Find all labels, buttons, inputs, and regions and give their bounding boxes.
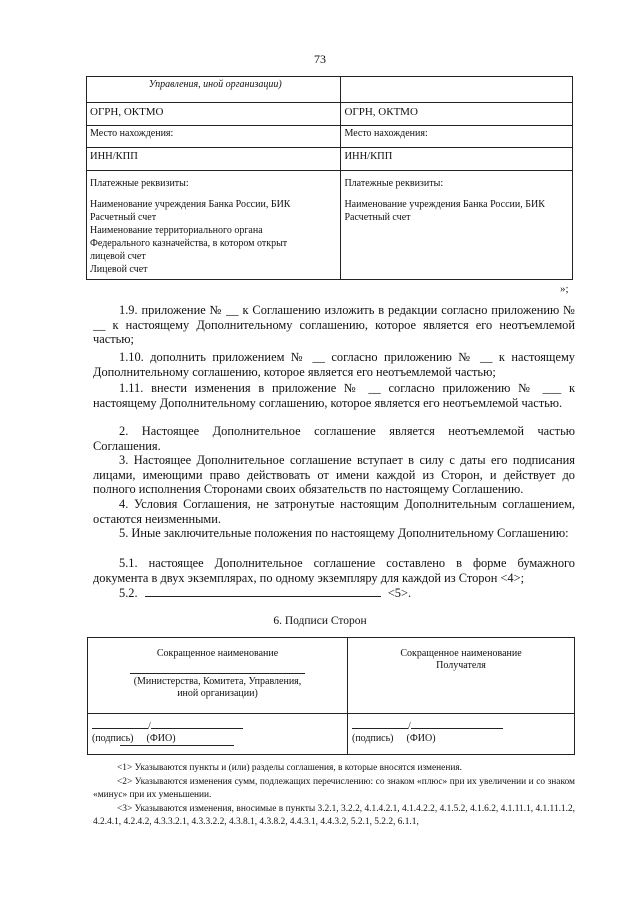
payment-line: Лицевой счет bbox=[90, 264, 148, 275]
left-party-title: Сокращенное наименование bbox=[156, 648, 279, 659]
paragraph-1-10: 1.10. дополнить приложением № __ согласно приложению № __ к настоящему Дополнительному соглашению, которое является его неотъемлемой частью; bbox=[93, 350, 575, 379]
left-party-caption: (Министерства, Комитета, Управления, иной организации) bbox=[130, 673, 305, 700]
right-ogrn: ОГРН, ОКТМО bbox=[341, 103, 573, 126]
footnote-3: <3> Указываются изменения, вносимые в пункты 3.2.1, 3.2.2, 4.1.4.2.1, 4.1.4.2.2, 4.1.5.2, 4.1.6.2, 4.1.11.1, 4.1.11.1.2, 4.2.4.1, 4.2.4.2, 4.3.3.2.1, 4.3.3.2.2, 4.3.8.1, 4.3.8.2, 4.4.3.1, 4.4.3.2, 5.2.1, 5.2.2, 6.1.1, bbox=[93, 804, 575, 828]
signatures-table bbox=[87, 637, 575, 755]
right-signature-cell bbox=[348, 714, 575, 755]
empty-cell bbox=[341, 77, 573, 103]
slash: / bbox=[408, 721, 411, 732]
footnote-separator bbox=[120, 745, 234, 746]
fio-label: (ФИО) bbox=[406, 733, 436, 744]
payment-line: Расчетный счет bbox=[344, 212, 411, 223]
payment-line: Наименование территориального органа bbox=[90, 225, 263, 236]
fio-label: (ФИО) bbox=[146, 733, 176, 744]
left-party-cell bbox=[88, 638, 348, 714]
section-title: 6. Подписи Сторон bbox=[273, 615, 367, 627]
payment-line: Наименование учреждения Банка России, БИК bbox=[90, 199, 291, 210]
footnote-ref: <5>. bbox=[387, 586, 412, 600]
fio-line bbox=[411, 719, 503, 729]
left-signature-cell bbox=[88, 714, 348, 755]
footnote-1: <1> Указываются пункты и (или) разделы соглашения, в которые вносятся изменения. bbox=[117, 763, 463, 773]
right-party-title: Сокращенное наименование Получателя bbox=[400, 648, 522, 671]
paragraph-1-9: 1.9. приложение № __ к Соглашению изложить в редакции согласно приложению № __ к настоящему Дополнительному соглашению, которое является его неотъемлемой частью; bbox=[93, 303, 575, 347]
role-caption: Управления, иной организации) bbox=[87, 77, 341, 103]
fio-line bbox=[151, 719, 243, 729]
payment-line: Наименование учреждения Банка России, БИК bbox=[344, 199, 545, 210]
left-ogrn: ОГРН, ОКТМО bbox=[87, 103, 341, 126]
sign-label: (подпись) bbox=[92, 733, 134, 744]
paragraph-5-2 bbox=[93, 586, 575, 601]
sign-line bbox=[352, 719, 408, 729]
right-place: Место нахождения: bbox=[341, 126, 573, 148]
payment-title: Платежные реквизиты: bbox=[344, 178, 444, 189]
paragraph-2: 2. Настоящее Дополнительное соглашение является неотъемлемой частью Соглашения. bbox=[93, 424, 575, 453]
right-party-cell bbox=[348, 638, 575, 714]
right-inn: ИНН/КПП bbox=[341, 148, 573, 171]
sign-label: (подпись) bbox=[352, 733, 394, 744]
requisites-table bbox=[86, 76, 573, 280]
paragraph-1-11: 1.11. внести изменения в приложение № __ согласно приложению № ___ к настоящему Дополнительному соглашению, которое является его неотъемлемой частью. bbox=[93, 381, 575, 410]
footnote-2: <2> Указываются изменения сумм, подлежащих перечислению: со знаком «плюс» при их увеличении и со знаком «минус» при их уменьшении. bbox=[93, 777, 575, 801]
left-inn: ИНН/КПП bbox=[87, 148, 341, 171]
payment-title: Платежные реквизиты: bbox=[90, 178, 189, 189]
left-place: Место нахождения: bbox=[87, 126, 341, 148]
paragraph-4: 4. Условия Соглашения, не затронутые настоящим Дополнительным соглашением, остаются неизменными. bbox=[93, 497, 575, 526]
payment-line: Расчетный счет bbox=[90, 212, 157, 223]
page-number: 73 bbox=[314, 52, 326, 66]
payment-line: Федерального казначейства, в котором открыт bbox=[90, 238, 288, 249]
payment-line: лицевой счет bbox=[90, 251, 146, 262]
paragraph-5-1: 5.1. настоящее Дополнительное соглашение составлено в форме бумажного документа в двух экземплярах, по одному экземпляру для каждой из Сторон <4>; bbox=[93, 556, 575, 585]
slash: / bbox=[148, 721, 151, 732]
paragraph-5: 5. Иные заключительные положения по настоящему Дополнительному Соглашению: bbox=[119, 526, 569, 540]
right-payment bbox=[341, 171, 573, 280]
sign-line bbox=[92, 719, 148, 729]
paragraph-5-2-label: 5.2. bbox=[119, 586, 138, 600]
left-payment bbox=[87, 171, 341, 280]
paragraph-3: 3. Настоящее Дополнительное соглашение вступает в силу с даты его подписания лицами, имеющими право действовать от имени каждой из Сторон, и действует до полного исполнения Сторонами своих обязательств по настоящему Соглашению. bbox=[93, 453, 575, 497]
blank-line bbox=[145, 586, 381, 597]
closing-quote: »; bbox=[560, 283, 569, 295]
